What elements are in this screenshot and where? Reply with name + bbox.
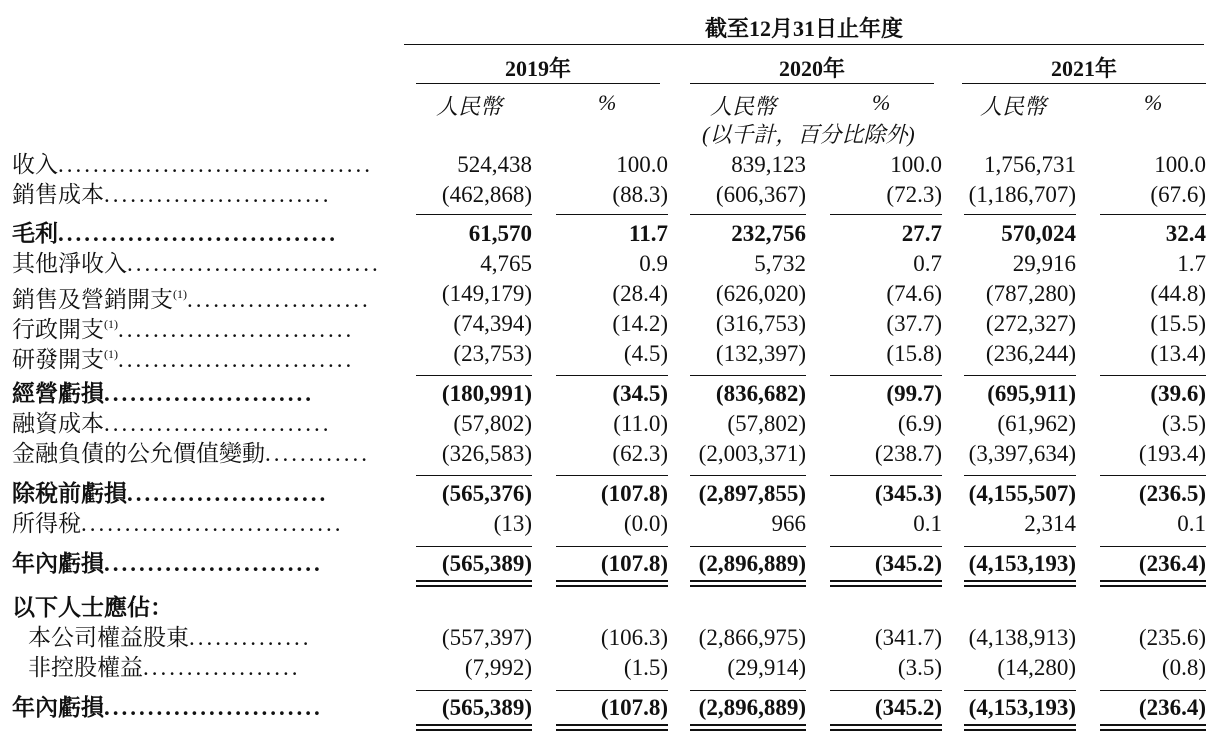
row-label <box>12 693 323 723</box>
table-cell: (345.3) <box>874 481 942 506</box>
table-cell: (4.5) <box>623 341 668 366</box>
table-cell: (28.4) <box>612 281 668 306</box>
total-double-rule <box>830 580 942 582</box>
table-cell: 11.7 <box>629 221 668 246</box>
total-double-rule <box>556 580 668 582</box>
table-cell: (235.6) <box>1138 625 1206 650</box>
table-cell: (345.2) <box>874 551 942 576</box>
total-double-rule <box>690 580 806 582</box>
table-cell: (7,992) <box>464 655 532 680</box>
dot-leader: .................. <box>143 655 301 680</box>
dot-leader: ............ <box>265 441 370 466</box>
total-double-rule <box>416 724 532 726</box>
dot-leader: .............. <box>189 625 312 650</box>
row-label-text: 銷售及營銷開支 <box>12 287 173 312</box>
subtotal-rule <box>556 690 668 691</box>
subtotal-rule <box>964 214 1076 215</box>
unit-currency-2021: 人民幣 <box>980 94 1047 119</box>
row-label <box>12 549 323 579</box>
total-double-rule <box>964 724 1076 726</box>
unit-note: (以千計，百分比除外) <box>702 122 915 147</box>
row-label-text: 本公司權益股東 <box>28 625 189 650</box>
unit-pct-2020: % <box>872 90 891 115</box>
table-cell: (0.8) <box>1161 655 1206 680</box>
subtotal-rule <box>690 214 806 215</box>
table-cell: 570,024 <box>1001 221 1076 246</box>
row-label-text: 除稅前虧損 <box>12 481 127 506</box>
footnote-marker: (1) <box>104 317 118 331</box>
subtotal-rule <box>556 546 668 547</box>
table-cell: (11.0) <box>613 411 668 436</box>
table-cell: (565,389) <box>441 551 532 576</box>
table-cell: (0.0) <box>623 511 668 536</box>
table-cell: 32.4 <box>1165 221 1206 246</box>
table-cell: (72.3) <box>886 182 942 207</box>
table-cell: (787,280) <box>985 281 1076 306</box>
subtotal-rule <box>1100 475 1206 476</box>
table-cell: (14,280) <box>997 655 1076 680</box>
subtotal-rule <box>556 375 668 376</box>
table-cell: (606,367) <box>715 182 806 207</box>
table-cell: (836,682) <box>715 381 806 406</box>
row-label-text: 非控股權益 <box>28 655 143 680</box>
table-cell: (341.7) <box>874 625 942 650</box>
subtotal-rule <box>1100 546 1206 547</box>
table-cell: (193.4) <box>1138 441 1206 466</box>
dot-leader: ..................... <box>187 287 371 312</box>
subtotal-rule <box>1100 214 1206 215</box>
unit-pct-2021: % <box>1144 90 1163 115</box>
row-label <box>12 180 332 210</box>
table-cell: (236.4) <box>1138 695 1206 720</box>
table-cell: (107.8) <box>600 695 668 720</box>
table-cell: (106.3) <box>600 625 668 650</box>
total-double-rule <box>1100 580 1206 582</box>
table-cell: 2,314 <box>1024 511 1076 536</box>
table-cell: (272,327) <box>985 311 1076 336</box>
total-double-rule <box>690 729 806 731</box>
table-cell: (557,397) <box>441 625 532 650</box>
table-cell: (34.5) <box>612 381 668 406</box>
table-cell: (3.5) <box>897 655 942 680</box>
table-cell: (14.2) <box>612 311 668 336</box>
table-cell: (1.5) <box>623 655 668 680</box>
unit-currency-2020: 人民幣 <box>710 94 777 119</box>
row-label-text: 銷售成本 <box>12 182 104 207</box>
table-cell: (2,897,855) <box>698 481 806 506</box>
row-label <box>12 219 338 249</box>
row-label <box>12 593 173 623</box>
subtotal-rule <box>830 475 942 476</box>
table-cell: (236.4) <box>1138 551 1206 576</box>
row-label-text: 經營虧損 <box>12 381 104 406</box>
row-label <box>12 409 332 439</box>
table-cell: 839,123 <box>731 152 806 177</box>
row-label-text: 金融負債的公允價值變動 <box>12 441 265 466</box>
subtotal-rule <box>1100 690 1206 691</box>
subtotal-rule <box>416 214 532 215</box>
subtotal-rule <box>556 214 668 215</box>
year-2020: 2020年 <box>778 56 845 81</box>
total-double-rule <box>830 729 942 731</box>
table-cell: 27.7 <box>901 221 942 246</box>
total-double-rule <box>416 585 532 587</box>
table-cell: (107.8) <box>600 481 668 506</box>
year-2019: 2019年 <box>504 56 571 81</box>
subtotal-rule <box>830 214 942 215</box>
table-cell: (565,389) <box>441 695 532 720</box>
table-cell: (238.7) <box>874 441 942 466</box>
dot-leader: .................................... <box>58 152 373 177</box>
subtotal-rule <box>690 690 806 691</box>
table-cell: 232,756 <box>731 221 806 246</box>
table-cell: (626,020) <box>715 281 806 306</box>
total-double-rule <box>1100 585 1206 587</box>
table-cell: (2,896,889) <box>698 551 806 576</box>
subtotal-rule <box>556 475 668 476</box>
year-rule-2021 <box>962 83 1206 84</box>
table-cell: (99.7) <box>886 381 942 406</box>
row-label-text: 年內虧損 <box>12 695 104 720</box>
table-cell: (13.4) <box>1150 341 1206 366</box>
total-double-rule <box>690 585 806 587</box>
row-label-text: 研發開支 <box>12 347 104 372</box>
subtotal-rule <box>830 546 942 547</box>
total-double-rule <box>1100 724 1206 726</box>
subtotal-rule <box>964 690 1076 691</box>
total-double-rule <box>830 724 942 726</box>
table-cell: (39.6) <box>1150 381 1206 406</box>
table-cell: (2,866,975) <box>698 625 806 650</box>
row-label <box>12 509 344 539</box>
table-cell: (23,753) <box>453 341 532 366</box>
table-cell: (29,914) <box>727 655 806 680</box>
period-header: 截至12月31日止年度 <box>704 16 903 41</box>
row-label <box>12 479 328 509</box>
unit-currency-2019: 人民幣 <box>436 94 503 119</box>
row-label-text: 年內虧損 <box>12 551 104 576</box>
subtotal-rule <box>964 546 1076 547</box>
table-cell: (4,155,507) <box>968 481 1076 506</box>
table-cell: 61,570 <box>468 221 532 246</box>
table-cell: (236,244) <box>985 341 1076 366</box>
table-cell: (565,376) <box>441 481 532 506</box>
total-double-rule <box>964 580 1076 582</box>
table-cell: (74,394) <box>453 311 532 336</box>
subtotal-rule <box>416 546 532 547</box>
table-cell: (74.6) <box>886 281 942 306</box>
footnote-marker: (1) <box>104 347 118 361</box>
table-cell: (67.6) <box>1150 182 1206 207</box>
table-cell: 0.1 <box>1177 511 1206 536</box>
year-2021: 2021年 <box>1050 56 1117 81</box>
row-label-text: 毛利 <box>12 221 58 246</box>
subtotal-rule <box>1100 375 1206 376</box>
table-cell: (15.5) <box>1150 311 1206 336</box>
subtotal-rule <box>830 690 942 691</box>
table-cell: 0.7 <box>913 251 942 276</box>
dot-leader: ......................... <box>104 551 323 576</box>
total-double-rule <box>1100 729 1206 731</box>
subtotal-rule <box>830 375 942 376</box>
table-cell: 524,438 <box>457 152 532 177</box>
dot-leader: .............................. <box>81 511 344 536</box>
subtotal-rule <box>690 546 806 547</box>
table-cell: 5,732 <box>754 251 806 276</box>
table-cell: 0.1 <box>913 511 942 536</box>
dot-leader: ........................... <box>118 347 355 372</box>
table-cell: 100.0 <box>616 152 668 177</box>
table-cell: (57,802) <box>453 411 532 436</box>
total-double-rule <box>556 585 668 587</box>
dot-leader: ....................... <box>127 481 329 506</box>
table-cell: 0.9 <box>639 251 668 276</box>
subtotal-rule <box>964 375 1076 376</box>
table-cell: (695,911) <box>987 381 1076 406</box>
footnote-marker: (1) <box>173 287 187 301</box>
year-rule-2019 <box>416 83 660 84</box>
dot-leader: ............................. <box>127 251 381 276</box>
table-cell: (462,868) <box>441 182 532 207</box>
table-cell: (3,397,634) <box>968 441 1076 466</box>
row-label <box>12 150 373 180</box>
table-cell: (326,583) <box>441 441 532 466</box>
table-cell: (2,003,371) <box>698 441 806 466</box>
table-cell: (345.2) <box>874 695 942 720</box>
table-cell: 100.0 <box>890 152 942 177</box>
total-double-rule <box>964 729 1076 731</box>
table-cell: (180,991) <box>441 381 532 406</box>
total-double-rule <box>830 585 942 587</box>
table-cell: (132,397) <box>715 341 806 366</box>
dot-leader: ........................... <box>118 317 355 342</box>
table-cell: (13) <box>493 511 532 536</box>
row-label <box>28 653 301 683</box>
table-cell: (88.3) <box>612 182 668 207</box>
table-cell: (44.8) <box>1150 281 1206 306</box>
total-double-rule <box>964 585 1076 587</box>
dot-leader: .......................... <box>104 411 332 436</box>
row-label <box>12 339 354 375</box>
table-cell: (4,138,913) <box>968 625 1076 650</box>
table-cell: (236.5) <box>1138 481 1206 506</box>
subtotal-rule <box>964 475 1076 476</box>
table-cell: 1,756,731 <box>984 152 1076 177</box>
row-label-text: 所得稅 <box>12 511 81 536</box>
unit-pct-2019: % <box>598 90 617 115</box>
dot-leader: ......................... <box>104 695 323 720</box>
table-cell: (62.3) <box>612 441 668 466</box>
total-double-rule <box>416 729 532 731</box>
table-cell: 4,765 <box>480 251 532 276</box>
dot-leader: ........................ <box>104 381 314 406</box>
row-label-text: 以下人士應佔： <box>12 595 173 620</box>
header-rule <box>404 44 1204 45</box>
table-cell: 100.0 <box>1154 152 1206 177</box>
year-rule-2020 <box>690 83 934 84</box>
subtotal-rule <box>690 375 806 376</box>
subtotal-rule <box>416 690 532 691</box>
row-label-text: 其他淨收入 <box>12 251 127 276</box>
row-label-text: 收入 <box>12 152 58 177</box>
table-cell: (149,179) <box>441 281 532 306</box>
table-cell: (15.8) <box>886 341 942 366</box>
table-cell: (107.8) <box>600 551 668 576</box>
table-cell: 1.7 <box>1177 251 1206 276</box>
row-label <box>28 623 312 653</box>
table-cell: (37.7) <box>886 311 942 336</box>
row-label <box>12 249 381 279</box>
table-cell: (6.9) <box>897 411 942 436</box>
row-label-text: 融資成本 <box>12 411 104 436</box>
total-double-rule <box>556 724 668 726</box>
table-cell: 966 <box>771 511 806 536</box>
table-cell: (4,153,193) <box>968 551 1076 576</box>
row-label <box>12 439 370 469</box>
table-cell: (2,896,889) <box>698 695 806 720</box>
table-cell: 29,916 <box>1012 251 1076 276</box>
table-cell: (4,153,193) <box>968 695 1076 720</box>
table-cell: (316,753) <box>715 311 806 336</box>
dot-leader: ................................ <box>58 221 338 246</box>
table-cell: (61,962) <box>997 411 1076 436</box>
row-label-text: 行政開支 <box>12 317 104 342</box>
total-double-rule <box>556 729 668 731</box>
table-cell: (3.5) <box>1161 411 1206 436</box>
total-double-rule <box>416 580 532 582</box>
subtotal-rule <box>416 475 532 476</box>
table-cell: (57,802) <box>727 411 806 436</box>
subtotal-rule <box>690 475 806 476</box>
subtotal-rule <box>416 375 532 376</box>
row-label <box>12 379 314 409</box>
total-double-rule <box>690 724 806 726</box>
table-cell: (1,186,707) <box>968 182 1076 207</box>
dot-leader: .......................... <box>104 182 332 207</box>
